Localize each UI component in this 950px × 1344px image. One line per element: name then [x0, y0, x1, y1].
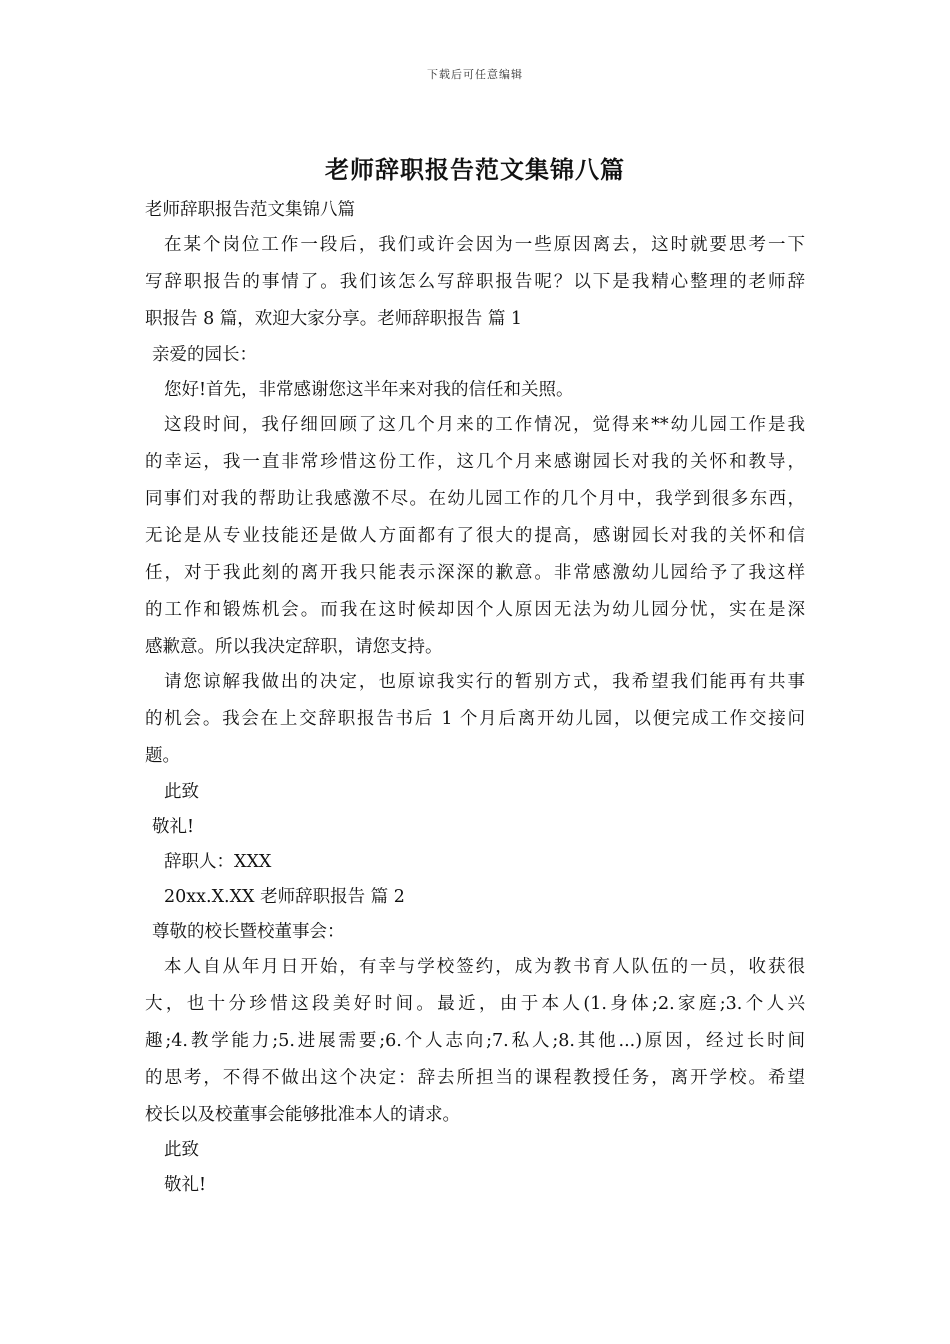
salutation-line: 亲爱的园长：: [152, 345, 257, 365]
paragraph-line: 本人自从年月日开始，有幸与学校签约，成为教书育人队伍的一员，收获很: [164, 957, 805, 977]
closing-line: 此致: [164, 782, 199, 802]
paragraph-line: 任，对于我此刻的离开我只能表示深深的歉意。非常感激幼儿园给予了我这样: [145, 563, 805, 583]
paragraph-line: 的思考，不得不做出这个决定：辞去所担当的课程教授任务，离开学校。希望: [145, 1068, 805, 1088]
paragraph-line: 趣;4.教学能力;5.进展需要;6.个人志向;7.私人;8.其他...)原因，经过长时间: [145, 1031, 805, 1051]
paragraph-line: 的工作和锻炼机会。而我在这时候却因个人原因无法为幼儿园分忧，实在是深: [145, 600, 805, 620]
paragraph-line: 大，也十分珍惜这段美好时间。最近，由于本人(1.身体;2.家庭;3.个人兴: [145, 994, 805, 1014]
paragraph-line: 感歉意。所以我决定辞职，请您支持。: [145, 637, 443, 657]
salutation-line: 尊敬的校长暨校董事会：: [152, 922, 345, 942]
paragraph-line: 的机会。我会在上交辞职报告书后 1 个月后离开幼儿园，以便完成工作交接问: [145, 709, 805, 729]
paragraph-line: 写辞职报告的事情了。我们该怎么写辞职报告呢？以下是我精心整理的老师辞: [145, 272, 805, 292]
paragraph-line: 您好!首先，非常感谢您这半年来对我的信任和关照。: [164, 380, 574, 400]
date-heading-line: 20xx.X.XX 老师辞职报告 篇 2: [164, 887, 405, 907]
paragraph-line: 同事们对我的帮助让我感激不尽。在幼儿园工作的几个月中，我学到很多东西，: [145, 489, 805, 509]
paragraph-line: 在某个岗位工作一段后，我们或许会因为一些原因离去，这时就要思考一下: [164, 235, 805, 255]
closing-line: 敬礼!: [152, 817, 195, 837]
paragraph-line: 请您谅解我做出的决定，也原谅我实行的暂别方式，我希望我们能再有共事: [164, 672, 805, 692]
paragraph-line: 的幸运，我一直非常珍惜这份工作，这几个月来感谢园长对我的关怀和教导，: [145, 452, 805, 472]
closing-line: 敬礼!: [164, 1175, 207, 1195]
closing-line: 此致: [164, 1140, 199, 1160]
paragraph-line: 这段时间，我仔细回顾了这几个月来的工作情况，觉得来**幼儿园工作是我: [164, 415, 805, 435]
header-note: 下载后可任意编辑: [427, 68, 523, 81]
paragraph-line: 校长以及校董事会能够批准本人的请求。: [145, 1105, 460, 1125]
subtitle-line: 老师辞职报告范文集锦八篇: [145, 200, 355, 220]
paragraph-line: 题。: [145, 746, 180, 766]
document-title: 老师辞职报告范文集锦八篇: [325, 155, 625, 184]
paragraph-line: 职报告 8 篇，欢迎大家分享。老师辞职报告 篇 1: [145, 309, 523, 329]
signature-line: 辞职人：XXX: [164, 852, 272, 872]
paragraph-line: 无论是从专业技能还是做人方面都有了很大的提高，感谢园长对我的关怀和信: [145, 526, 805, 546]
